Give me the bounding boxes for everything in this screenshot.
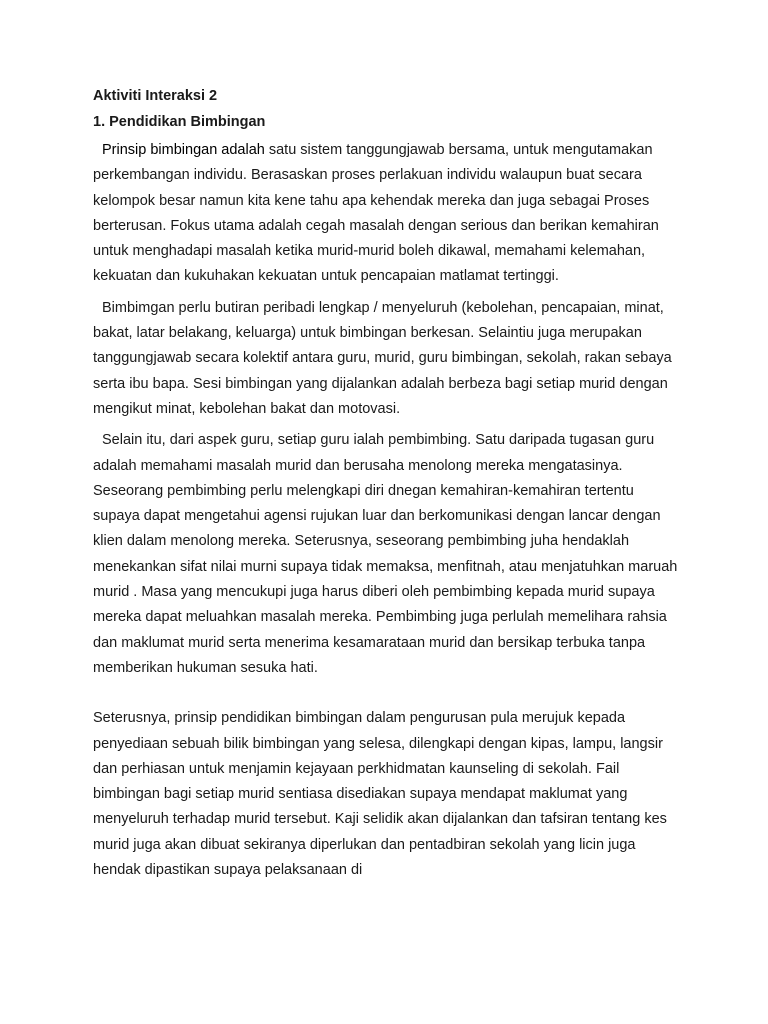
paragraph-4-text: Seterusnya, prinsip pendidikan bimbingan dalam pengurusan pula merujuk kepada penyediaan sebuah bilik bimbingan yang selesa, dilengkapi dengan kipas, lampu, langsir dan perhiasan untuk menjamin kejayaan perkhidmatan kaunseling di sekolah. Fail bimbingan bagi setiap murid sentiasa disediakan supaya mendapat maklumat yang menyeluruh terhadap murid tersebut. Kaji selidik akan dijalankan dan tafsiran tentang kes murid juga akan dibuat sekiranya diperlukan dan pentadbiran sekolah yang licin juga hendak dipastikan supaya pelaksanaan di — [93, 710, 667, 879]
paragraph-1 — [93, 138, 683, 290]
paragraph-1-text: satu sistem tanggungjawab bersama, untuk mengutamakan perkembangan individu. Berasaskan proses perlakuan individu walaupun buat secara kelompok besar namun kita kene tahu apa kehendak mereka dan juga sebagai Proses berterusan. Fokus utama adalah cegah masalah dengan serious dan berikan kemahiran untuk menghadapi masalah ketika murid-murid boleh dikawal, memahami kelemahan, kekuatan dan kukuhakan kekuatan untuk pencapaian matlamat tertinggi. — [93, 142, 659, 285]
paragraph-3-text: Selain itu, dari aspek guru, setiap guru ialah pembimbing. Satu daripada tugasan guru adalah memahami masalah murid dan berusaha menolong mereka mengatasinya. Seseorang pembimbing perlu melengkapi diri dnegan kemahiran-kemahiran tertentu supaya dapat mengetahui agensi rujukan luar dan berkomunikasi dengan lancar dengan klien dalam menolong mereka. Seterusnya, seseorang pembimbing juha hendaklah menekankan sifat nilai murni supaya tidak memaksa, menfitnah, atau menjatuhkan maruah murid . Masa yang mencukupi juga harus diberi oleh pembimbing kepada murid supaya mereka dapat meluahkan masalah mereka. Pembimbing juga perlulah memelihara rahsia dan maklumat murid serta menerima kesamarataan murid dan bersikap terbuka tanpa memberikan hukuman sesuka hati. — [93, 432, 678, 676]
section-heading: 1. Pendidikan Bimbingan — [93, 114, 266, 130]
paragraph-2-text: Bimbimgan perlu butiran peribadi lengkap / menyeluruh (kebolehan, pencapaian, minat, bakat, latar belakang, keluarga) untuk bimbingan berkesan. Selaintiu juga merupakan tanggungjawab secara kolektif antara guru, murid, guru bimbingan, sekolah, rakan sebaya serta ibu bapa. Sesi bimbingan yang dijalankan adalah berbeza bagi setiap murid dengan mengikut minat, kebolehan bakat dan motovasi. — [93, 299, 672, 417]
paragraph-1-lead: Prinsip bimbingan adalah — [102, 142, 265, 158]
document-page — [93, 86, 683, 883]
paragraph-2 — [93, 296, 683, 422]
paragraph-4 — [93, 706, 683, 883]
document-title: Aktiviti Interaksi 2 — [93, 88, 218, 104]
paragraph-3 — [93, 428, 683, 681]
